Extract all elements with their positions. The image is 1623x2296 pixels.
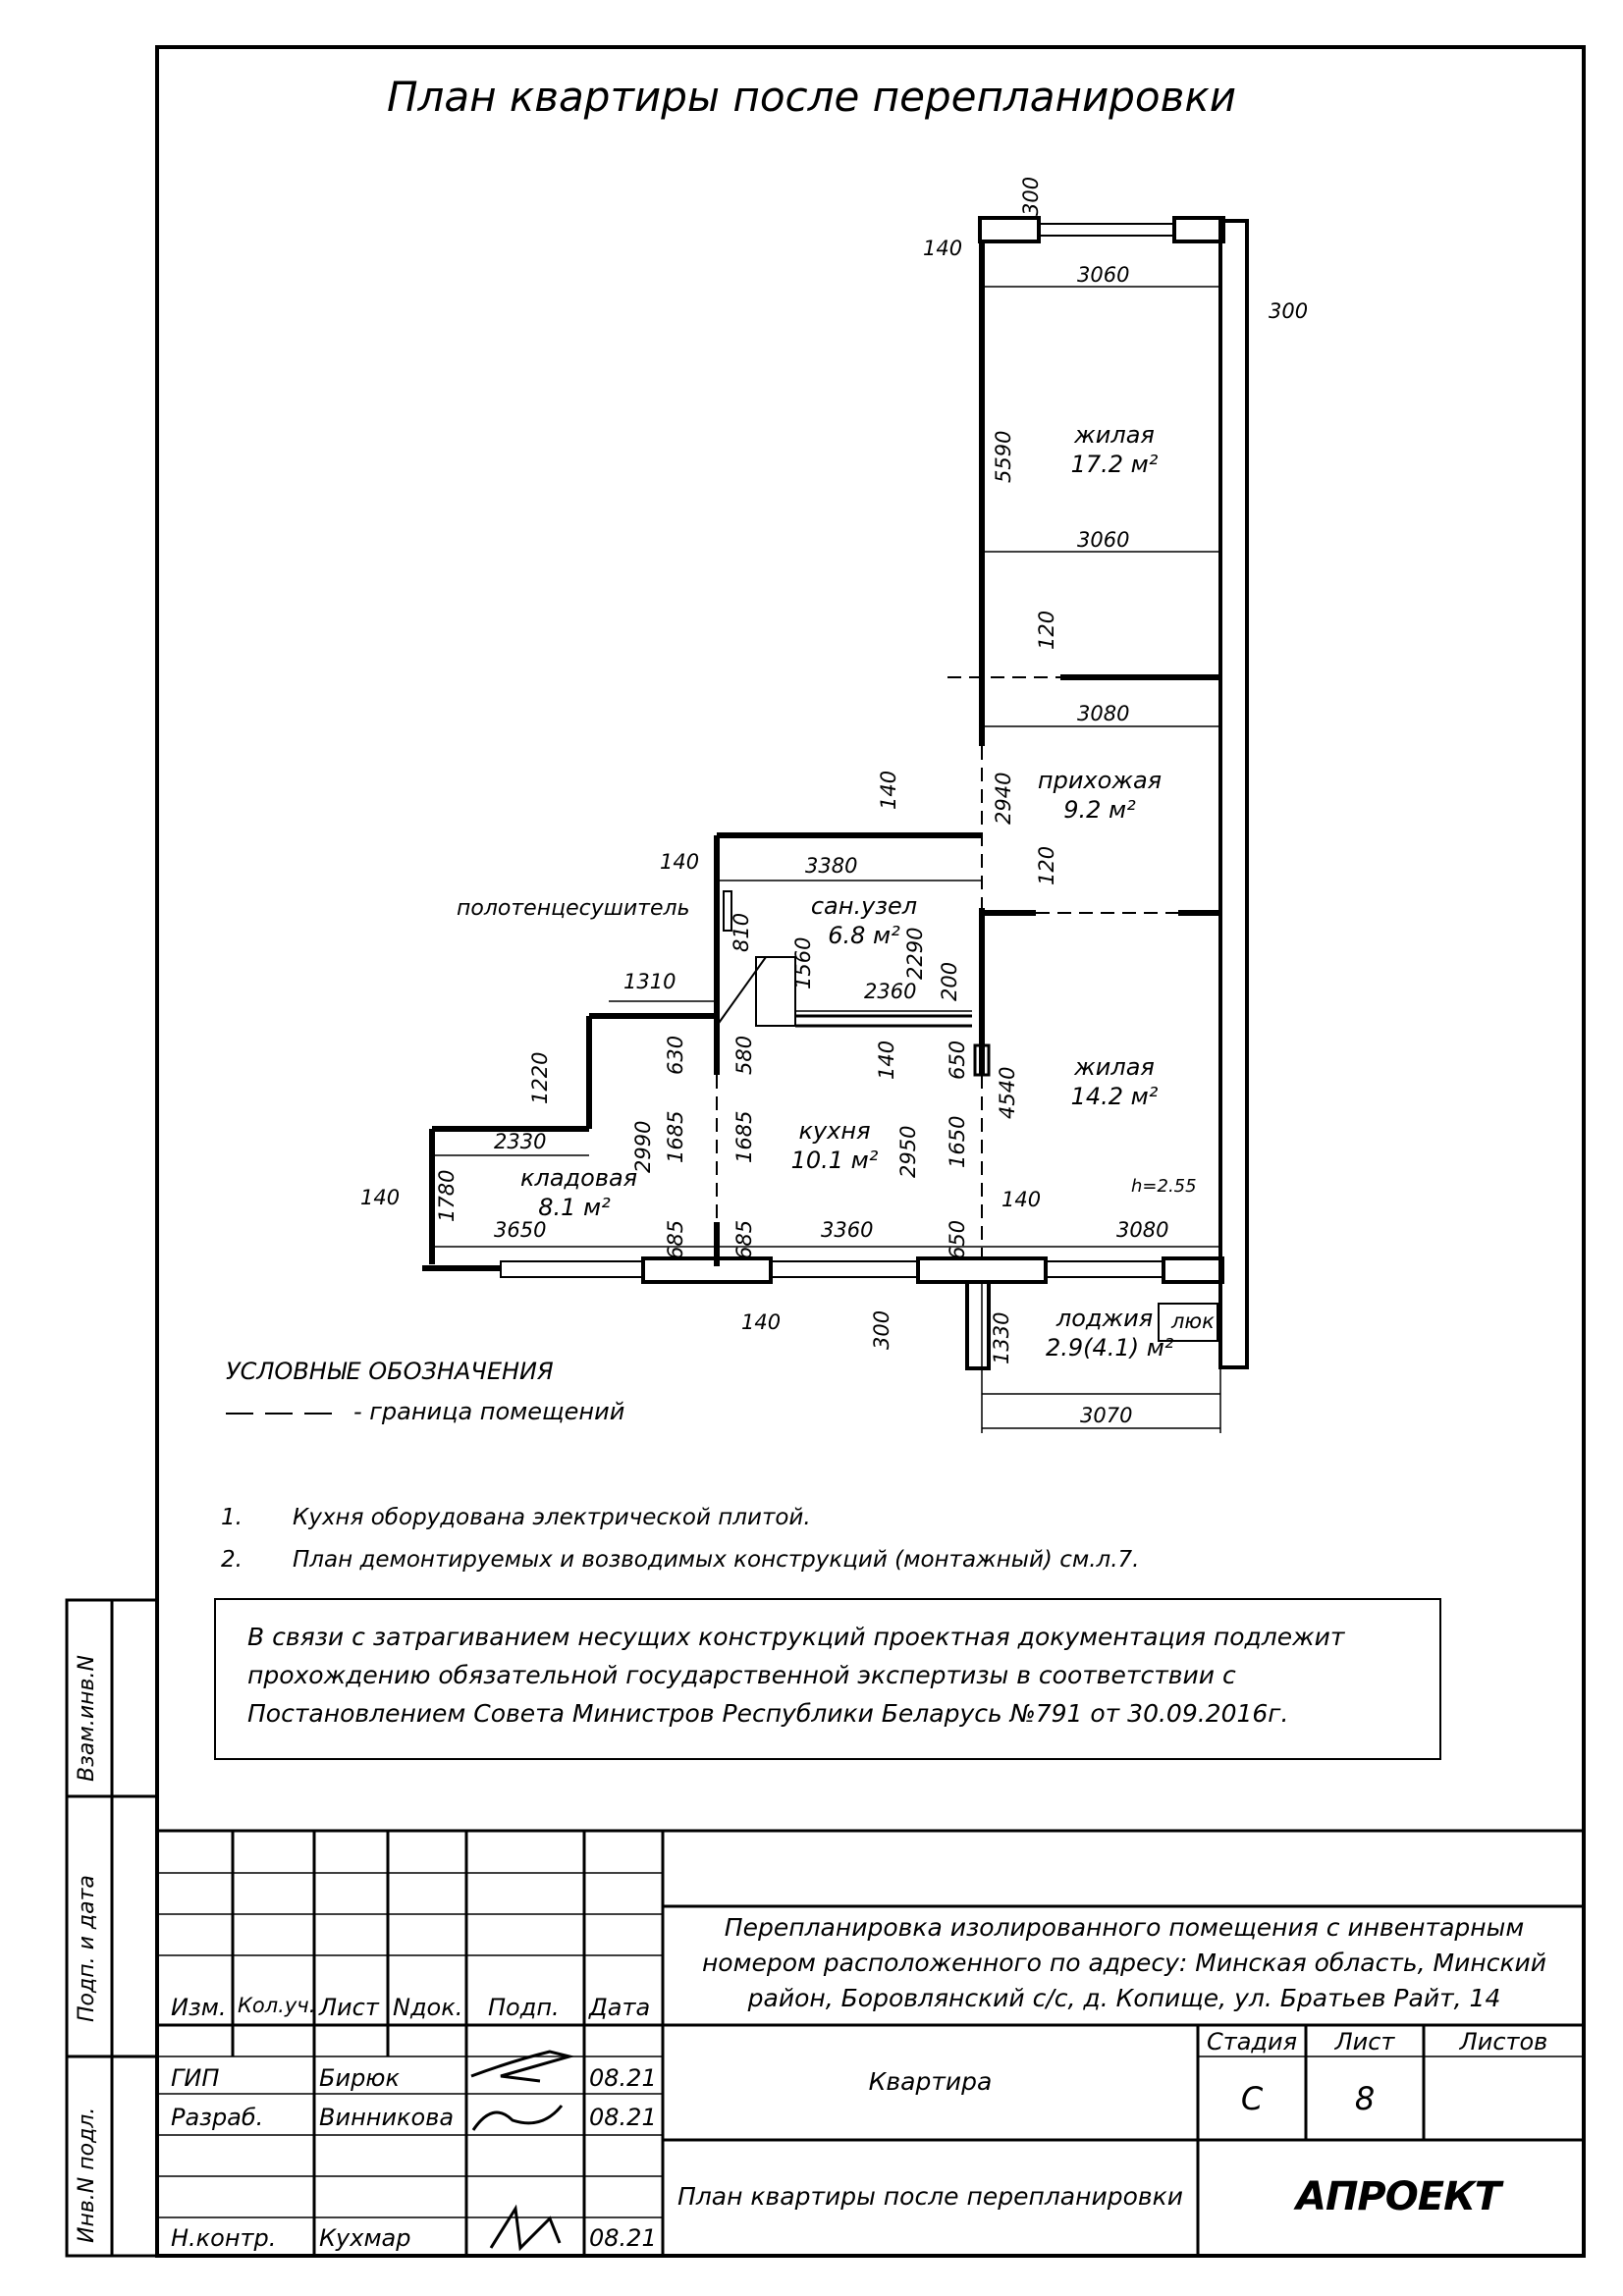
stamp-role-gip: ГИП <box>171 2064 220 2092</box>
stamp-name-gip: Бирюк <box>319 2064 400 2092</box>
stamp-header-ndok: Nдок. <box>393 1994 463 2021</box>
dim-3070: 3070 <box>1080 1404 1133 1427</box>
stamp-sheet-label: Лист <box>1334 2028 1395 2056</box>
dim-630: 630 <box>664 1035 687 1075</box>
page-title: План квартиры после перепланировки <box>386 73 1237 121</box>
dim-4540: 4540 <box>996 1066 1019 1119</box>
dim-300-b: 300 <box>1269 299 1309 323</box>
stamp-header-data: Дата <box>589 1994 651 2021</box>
dim-1780: 1780 <box>435 1169 459 1222</box>
room-kitchen <box>790 1116 879 1175</box>
stamp-date-gip: 08.21 <box>589 2064 657 2092</box>
stamp-name-nkontr: Кухмар <box>319 2224 411 2252</box>
room-living2-name: жилая <box>1074 1053 1155 1081</box>
dim-2990: 2990 <box>631 1120 655 1173</box>
dim-650-a: 650 <box>946 1040 969 1080</box>
dim-300-a: 300 <box>1019 176 1043 216</box>
dim-3080-top: 3080 <box>1077 702 1130 725</box>
dim-300-c: 300 <box>870 1309 893 1350</box>
dim-140-d: 140 <box>875 1040 898 1080</box>
dim-2360: 2360 <box>864 980 917 1003</box>
stamp-sheets-label: Листов <box>1459 2028 1548 2056</box>
stamp-role-nkontr: Н.контр. <box>171 2224 277 2252</box>
dim-200: 200 <box>938 961 961 1001</box>
dim-3060-top: 3060 <box>1077 263 1130 287</box>
room-loggia-name: лоджия <box>1055 1305 1154 1332</box>
legend-title: УСЛОВНЫЕ ОБОЗНАЧЕНИЯ <box>226 1358 554 1385</box>
dim-140-g: 140 <box>741 1310 782 1334</box>
dim-2950: 2950 <box>896 1125 920 1178</box>
stamp-header-list: Лист <box>319 1994 379 2021</box>
dim-1685-a: 1685 <box>664 1110 687 1163</box>
stamp-sheet-value: 8 <box>1354 2080 1376 2117</box>
dim-120-b: 120 <box>1035 845 1058 885</box>
room-loggia-area: 2.9(4.1) м² <box>1046 1334 1174 1362</box>
stamp-date-nkontr: 08.21 <box>589 2224 657 2252</box>
dim-3360: 3360 <box>821 1218 874 1242</box>
room-living2-area: 14.2 м² <box>1070 1083 1159 1110</box>
stamp-header-podp: Подп. <box>488 1994 560 2021</box>
dim-140-c: 140 <box>660 850 700 874</box>
note-2-text: План демонтируемых и возводимых конструкций (монтажный) см.л.7. <box>293 1547 1140 1573</box>
dim-5590: 5590 <box>992 430 1015 483</box>
dim-2940: 2940 <box>992 772 1015 825</box>
hatch-label: люк <box>1171 1309 1215 1333</box>
expertise-warning: В связи с затрагиванием несущих конструкций проектная документация подлежит прохождению обязательной государственной экспертизы в соответствии с Постановлением Совета Министров Республики Беларусь №791 от 30.09.2016г. <box>214 1598 1441 1760</box>
room-storage <box>520 1163 638 1222</box>
room-living1-area: 17.2 м² <box>1070 451 1159 478</box>
dim-140-f: 140 <box>1001 1188 1042 1211</box>
dim-2330: 2330 <box>494 1130 547 1153</box>
stamp-header-izm: Изм. <box>171 1994 227 2021</box>
stamp-name-razrab: Винникова <box>319 2104 455 2131</box>
side-sign-date: Подп. и дата <box>75 1875 99 2022</box>
room-bath-name: сан.узел <box>810 892 918 920</box>
dim-1220: 1220 <box>528 1051 552 1104</box>
dim-3060-mid: 3060 <box>1077 528 1130 552</box>
room-bath <box>810 891 918 950</box>
side-inv-vzam: Взам.инв.N <box>75 1655 99 1782</box>
note-1-num: 1. <box>221 1505 243 1530</box>
dim-685-a: 685 <box>664 1219 687 1259</box>
room-living2 <box>1065 1052 1163 1111</box>
stamp-stage-label: Стадия <box>1206 2028 1298 2056</box>
dim-685-b: 685 <box>732 1219 756 1259</box>
stamp-date-razrab: 08.21 <box>589 2104 657 2131</box>
bath-fixtures <box>717 957 795 1026</box>
dim-3380: 3380 <box>805 854 858 878</box>
dim-140-e: 140 <box>360 1186 401 1209</box>
dim-120-a: 120 <box>1035 610 1058 650</box>
room-living1 <box>1065 420 1163 479</box>
dim-1330: 1330 <box>990 1311 1013 1364</box>
side-inv-podl: Инв.N подл. <box>75 2107 99 2243</box>
room-hall <box>1031 766 1168 825</box>
room-hall-name: прихожая <box>1037 767 1163 794</box>
stamp-object: Квартира <box>868 2067 993 2096</box>
dim-810: 810 <box>730 912 753 952</box>
dim-1650: 1650 <box>946 1115 969 1168</box>
stamp-header-koluch: Кол.уч. <box>238 1994 316 2017</box>
dim-1310: 1310 <box>623 970 676 993</box>
company-logo: АПРОЕКТ <box>1296 2174 1501 2219</box>
dim-1560: 1560 <box>791 936 815 989</box>
room-storage-name: кладовая <box>520 1164 638 1192</box>
room-kitchen-name: кухня <box>798 1117 871 1145</box>
stamp-stage-value: С <box>1240 2080 1264 2117</box>
stamp-role-razrab: Разраб. <box>171 2104 264 2131</box>
dim-650-b: 650 <box>946 1219 969 1259</box>
stamp-sheet-title: План квартиры после перепланировки <box>677 2182 1183 2211</box>
room-bath-area: 6.8 м² <box>828 922 900 949</box>
legend-boundary: - граница помещений <box>353 1398 625 1425</box>
signatures <box>471 2052 569 2248</box>
dim-140-a: 140 <box>923 237 963 260</box>
dim-2290: 2290 <box>903 927 927 980</box>
dim-1685-b: 1685 <box>732 1110 756 1163</box>
room-storage-area: 8.1 м² <box>538 1194 611 1221</box>
room-kitchen-area: 10.1 м² <box>790 1147 879 1174</box>
room-loggia <box>1046 1304 1174 1362</box>
note-1-text: Кухня оборудована электрической плитой. <box>293 1505 811 1530</box>
note-2-num: 2. <box>221 1547 243 1573</box>
towel-rail-label: полотенцесушитель <box>457 896 690 921</box>
dim-3650: 3650 <box>494 1218 547 1242</box>
ceiling-height: h=2.55 <box>1131 1176 1197 1197</box>
dim-3080-bottom: 3080 <box>1116 1218 1169 1242</box>
dim-580: 580 <box>732 1035 756 1075</box>
stamp-project-title: Перепланировка изолированного помещения с инвентарным номером расположенного по адресу: Минская область, Минский район, Боровлянский с/с, д. Копище, ул. Братьев Райт, 14 <box>701 1913 1547 2012</box>
room-living1-name: жилая <box>1074 421 1155 449</box>
dim-140-b: 140 <box>877 770 900 810</box>
room-hall-area: 9.2 м² <box>1063 796 1136 824</box>
